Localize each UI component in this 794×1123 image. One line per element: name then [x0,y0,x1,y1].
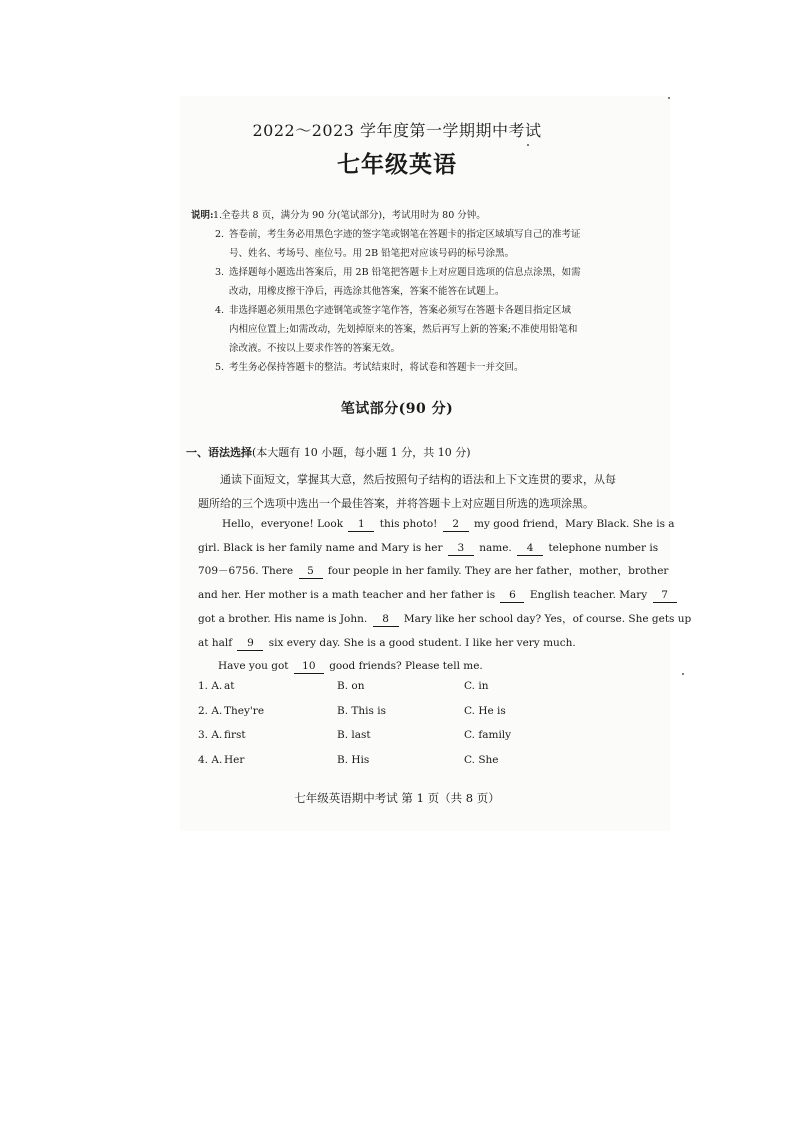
option-b: B. This is [337,704,386,717]
passage-text: good friends? Please tell me. [325,660,483,673]
option-c: C. in [464,680,489,692]
passage-text: six every day. She is a good student. I like her very much. [265,636,576,649]
note-text: 非选择题必须用黑色字迹钢笔或签字笔作答，答案必须写在答题卡各题目指定区域 [229,305,572,316]
question-heading [186,444,471,460]
note-4 [191,301,621,358]
note-5 [191,358,621,377]
question-heading-bold: 一、语法选择 [186,446,252,459]
blank-3: 3 [448,541,474,556]
option-number: 2. A. [198,704,223,717]
passage-line [198,537,659,561]
option-a: Her [224,753,245,766]
note-number: 4. [215,305,225,316]
passage-line [198,632,620,656]
note-text: 考生务必保持答题卡的整洁。考试结束时，将试卷和答题卡一并交回。 [229,362,524,373]
cloze-passage [198,513,692,679]
scan-speck [682,673,684,675]
passage-text: and her. Her mother is a math teacher and her father is [198,589,499,602]
passage-line [198,655,620,679]
question-heading-detail: (本大题有 10 小题，每小题 1 分，共 10 分) [252,446,471,459]
note-2 [191,225,621,263]
note-text: 选择题每小题选出答案后，用 2B 铅笔把答题卡上对应题目选项的信息点涂黑，如需 [229,267,581,278]
subject-title: 七年级英语 [337,151,457,178]
passage-text: at half [198,636,236,649]
option-c: C. He is [464,704,506,717]
note-number: 1. [213,210,223,221]
page-footer: 七年级英语期中考试 第 1 页（共 8 页） [294,791,500,805]
question-instructions: 通读下面短文，掌握其大意，然后按照句子结构的语法和上下文连贯的要求，从每题所给的三个选项中选出一个最佳答案，并将答题卡上对应题目所选的选项涂黑。 [198,473,616,510]
option-a: They're [224,704,265,717]
passage-text: this photo! [376,518,441,530]
passage-text: name. [475,541,516,554]
note-number: 2. [215,229,225,240]
passage-line [198,584,668,608]
passage-line [198,513,675,537]
passage-text: English teacher. Mary [526,589,651,602]
option-number: 3. A. [198,729,223,741]
scan-speck [527,144,529,146]
blank-9: 9 [237,636,263,651]
note-text: 内相应位置上;如需改动，先划掉原来的答案，然后再写上新的答案;不准使用铅笔和 [229,324,578,335]
passage-text: Hello，everyone! Look [222,518,347,530]
notes-label: 说明: [191,210,214,221]
option-number: 1. A. [198,680,223,692]
note-text: 全卷共 8 页，满分为 90 分(笔试部分)，考试用时为 80 分钟。 [221,210,486,221]
blank-10: 10 [294,659,324,674]
option-b: B. on [337,680,365,692]
option-a: first [224,729,246,741]
passage-text: Have you got [218,660,292,673]
passage-text: telephone number is [545,541,659,554]
blank-2: 2 [443,517,469,532]
option-b: B. last [337,729,371,741]
passage-text: 709－6756. There [198,565,297,578]
scan-speck [668,97,670,99]
exam-year-title: 2022～2023 学年度第一学期期中考试 [252,121,542,140]
note-text: 答卷前，考生务必用黑色字迹的签字笔或钢笔在答题卡的指定区域填写自己的准考证 [229,229,581,240]
option-b: B. His [337,753,370,766]
note-1 [191,206,621,225]
blank-1: 1 [348,517,374,532]
note-text: 涂改液。不按以上要求作答的答案无效。 [229,343,401,354]
note-text: 号、姓名、考场号、座位号。用 2B 铅笔把对应该号码的标号涂黑。 [229,248,515,259]
passage-text: girl. Black is her family name and Mary is her [198,541,446,554]
option-c: C. family [464,729,512,741]
note-3 [191,263,621,301]
note-number: 3. [215,267,225,278]
option-number: 4. A. [198,753,223,766]
section-title: 笔试部分(90 分) [340,401,454,417]
passage-line [198,560,669,584]
option-c: C. She [464,753,499,766]
blank-4: 4 [517,541,543,556]
note-text: 改动，用橡皮擦干净后，再选涂其他答案，答案不能答在试题上。 [229,286,505,297]
blank-8: 8 [373,612,399,627]
blank-6: 6 [500,588,524,603]
blank-5: 5 [299,564,323,579]
passage-text: got a brother. His name is John. [198,612,371,625]
note-number: 5. [215,362,225,373]
passage-text: four people in her family. They are her father，mother，brother [324,565,669,578]
option-a: at [224,680,235,692]
passage-line [198,608,692,632]
passage-text: my good friend，Mary Black. She is a [470,518,675,530]
blank-7: 7 [653,588,677,603]
exam-notes [191,206,621,377]
passage-text: Mary like her school day? Yes，of course. She gets up [400,612,692,625]
